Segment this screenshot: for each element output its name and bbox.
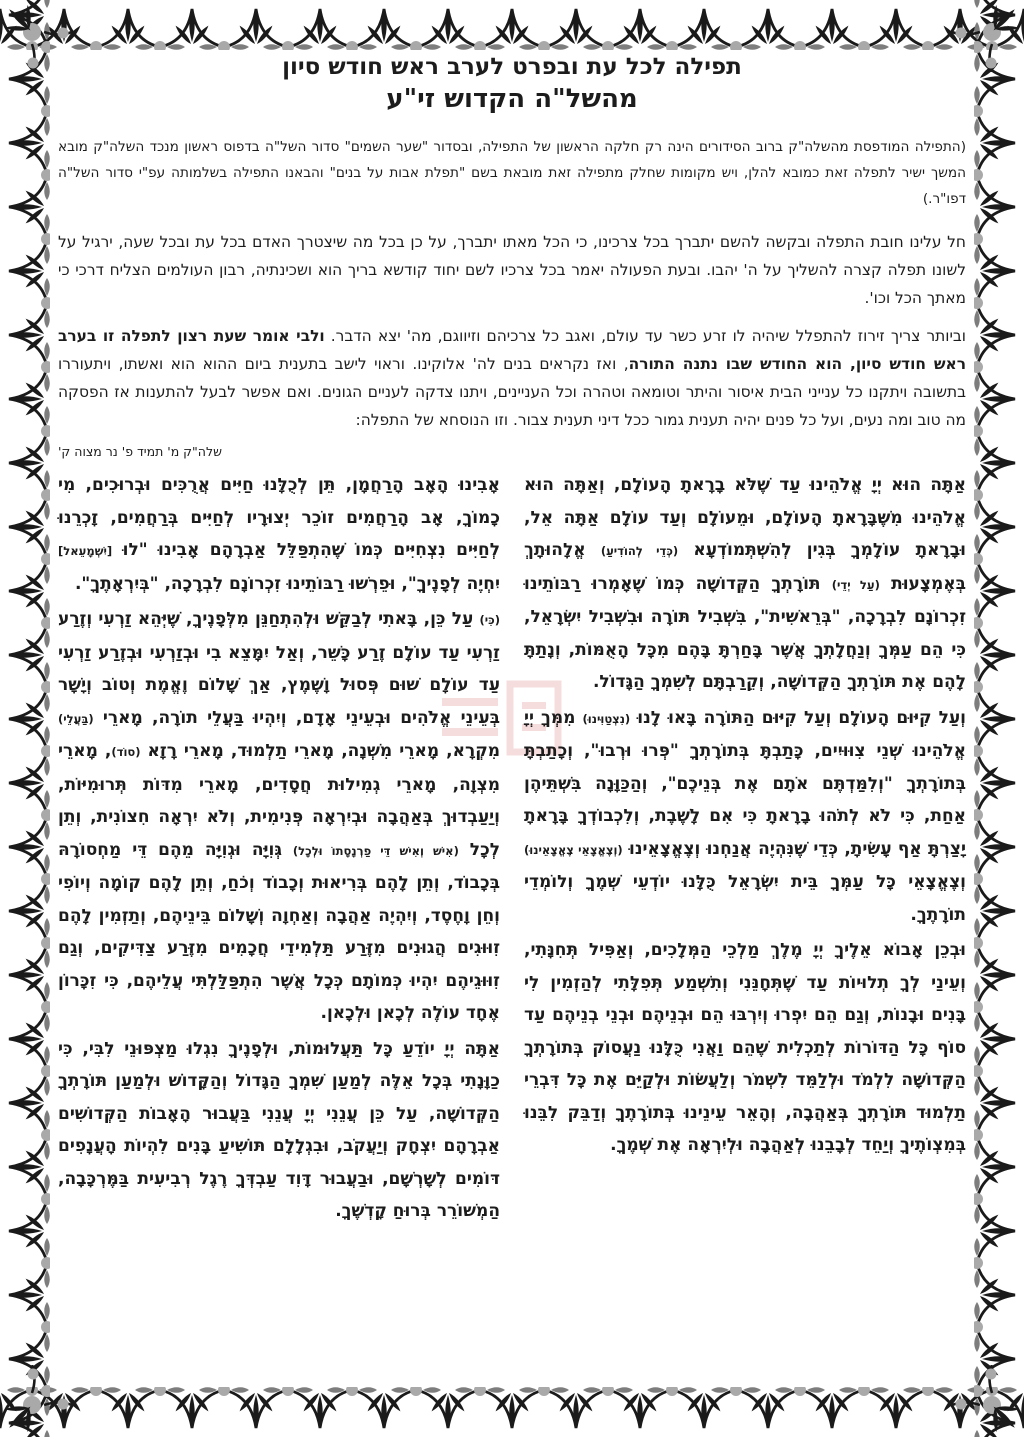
fleur-de-lis-arch-icon	[4, 495, 50, 559]
text-run: מִקְרָא, מָארֵי מִשְׁנָה, מָארֵי תַלְמוּד, מָארֵי רָזָא	[140, 741, 501, 761]
fleur-de-lis-arch-icon	[4, 239, 50, 303]
fleur-de-lis-arch-icon	[4, 303, 50, 367]
source-citation: שלה"ק מ' תמיד פ' נר מצוה ק'	[58, 444, 222, 459]
inline-gloss: (וְצֶאֱצָאֵי צֶאֱצָאֵינוּ)	[524, 842, 623, 857]
prayer-column-right	[524, 469, 966, 1165]
fleur-de-lis-arch-icon	[974, 47, 1020, 111]
fleur-de-lis-arch-icon	[4, 751, 50, 815]
fleur-de-lis-arch-icon	[32, 1387, 96, 1433]
border-corner-icon	[2, 1365, 72, 1435]
fleur-de-lis-arch-icon	[4, 431, 50, 495]
fleur-de-lis-arch-icon	[4, 559, 50, 623]
fleur-de-lis-arch-icon	[4, 367, 50, 431]
fleur-de-lis-arch-icon	[0, 1387, 32, 1433]
fleur-de-lis-arch-icon	[608, 1387, 672, 1433]
fleur-de-lis-arch-icon	[974, 0, 1020, 47]
fleur-de-lis-arch-icon	[974, 1071, 1020, 1135]
fleur-de-lis-arch-icon	[416, 4, 480, 50]
text-run: וּבְכֵן אָבוֹא אֵלֶיךָ יְיָ מֶלֶךְ מַלְכֵי הַמְּלָכִים, וְאַפִּיל תְּחִנָּתִי, וְעֵינַי לְךָ תְלוּיוֹת עַד שֶׁתְּחָנֵּנִי וְתִשְׁמַע תְּפִלָּתִי לְהַזְמִין לִי בָּנִים וּבָנוֹת, וְגַם הֵם יִפְרוּ וְיִרְבּוּ הֵם וּבְנֵיהֶם וּבְנֵי בְנֵיהֶם עַד סוֹף כָּל הַדּוֹרוֹת לְתַכְלִית שֶׁהֵם וַאֲנִי כֻּלָּנוּ נַעֲסוֹק בְּתוֹרָתְךָ הַקְּדוֹשָׁה לִלְמֹד וּלְלַמֵּד לִשְׁמֹר וְלַעֲשׂוֹת וּלְקַיֵּם אֶת כָּל דִּבְרֵי תַלְמוּד תּוֹרָתְךָ בְּאַהֲבָה, וְהָאֵר עֵינֵינוּ בְּתוֹרָתֶךָ וְדַבֵּק לִבֵּנוּ בְּמִצְוֹתֶיךָ וְיַחֵד לְבָבֵנוּ לְאַהֲבָה וּלְיִרְאָה אֶת שְׁמֶךָ.	[524, 940, 966, 1155]
inline-gloss: (כְּדֵי לְהוֹדִיעַ)	[600, 544, 679, 558]
ornamental-border-right	[974, 0, 1020, 1437]
text-run: יִחְיֶה לְפָנֶיךָ", וּפֵרְשׁוּ רַבּוֹתֵינוּ זִכְרוֹנָם לִבְרָכָה, "בְּיִרְאָתֶךָ".	[74, 573, 500, 594]
text-run: אַתָּה הוּא יְיָ אֱלֹהֵינוּ עַד שֶׁלֹּא בָרָאתָ הָעוֹלָם, וְאַתָּה הוּא אֱלֹהֵינוּ מִשֶּׁבָּרָאתָ הָעוֹלָם, וּמֵעוֹלָם וְעַד עוֹלָם אַתָּה אֵל, וּבָרָאתָ עוֹלָמְךָ בְּגִין לְהִשְׁתְּמוֹדְעָא	[524, 475, 966, 560]
fleur-de-lis-arch-icon	[974, 879, 1020, 943]
fleur-de-lis-arch-icon	[4, 1135, 50, 1199]
fleur-de-lis-arch-icon	[608, 4, 672, 50]
text-run: , ואז נקראים בנים לה' אלוקינו. וראוי לישב בתענית ביום ההוא הוא ואשתו, ויתעוררו בתשובה ויתקנו כל ענייני הבית איסור והיתר וטומאה וטהרה וכל העניינים, ויתנו צדקה לעניים הגונים. ואם אפשר לבעל להתענות אז הפסקה מה טוב ומה נעים, ועל כל פנים יהיה תענית גמור ככל דיני תענית צבור. וזו הנוסחא של התפלה:	[58, 355, 966, 429]
text-run: גְּוִיָּה וּגְוִיָּה מֵהֶם דֵּי מַחְסוֹרָהּ בְּכָבוֹד, וְתֵן לָהֶם בְּרִיאוּת וְכָבוֹד וְכֹחַ, וְתֵן לָהֶם קוֹמָה וְיוֹפִי וְחֵן וָחֶסֶד, וְיִהְיֶה אַהֲבָה וְאַחְוָה וְשָׁלוֹם בֵּינֵיהֶם, וְתַזְמִין לָהֶם זִוּוּגִים הֲגוּנִים מִזֶּרַע תַּלְמִידֵי חֲכָמִים מִזֶּרַע צַדִּיקִים, וְגַם זִוּוּגֵיהֶם יִהְיוּ כְּמוֹתָם כְּכָל אֲשֶׁר הִתְפַּלַּלְתִּי עֲלֵיהֶם, כִּי זִכָּרוֹן אֶחָד עוֹלֶה לְכָאן וּלְכָאן.	[58, 839, 500, 1023]
fleur-de-lis-arch-icon	[352, 1387, 416, 1433]
fleur-de-lis-arch-icon	[864, 4, 928, 50]
text-run: וְעַל קִיּוּם הָעוֹלָם וְעַל קִיּוּם הַתּוֹרָה בָּאוּ לָנוּ	[630, 707, 966, 728]
page-title: תפילה לכל עת ובפרט לערב ראש חודש סיון	[282, 54, 742, 80]
prayer-paragraph	[58, 603, 500, 1030]
fleur-de-lis-arch-icon	[974, 751, 1020, 815]
fleur-de-lis-arch-icon	[4, 1071, 50, 1135]
fleur-de-lis-arch-icon	[4, 175, 50, 239]
prayer-paragraph	[58, 469, 500, 600]
fleur-de-lis-arch-icon	[4, 687, 50, 751]
fleur-de-lis-arch-icon	[672, 1387, 736, 1433]
ornamental-border-bottom	[0, 1387, 1024, 1433]
emphasized-text: ולבי אומר שעת רצון לתפלה זו בערב ראש חודש סיון, הוא החודש שבו נתנה התורה	[58, 327, 966, 373]
fleur-de-lis-arch-icon	[800, 4, 864, 50]
inline-gloss: (סוֹד)	[111, 745, 141, 759]
text-run: מִמְּךָ יְיָ אֱלֹהֵינוּ שְׁנֵי צִוּוּיִים, כָּתַבְתָּ בְּתוֹרָתְךָ "פְּרוּ וּרְבוּ", וְכָתַבְתָּ בְּתוֹרָתְךָ "וְלִמַּדְתֶּם אֹתָם אֶת בְּנֵיכֶם", וְהַכַּוָּנָה בִּשְׁתֵּיהֶן אַחַת, כִּי לֹא לְתֹהוּ בָרָאתָ כִּי אִם לָשֶׁבֶת, וְלִכְבוֹדְךָ בָּרָאתָ יָצַרְתָּ אַף עָשִׂיתָ, כְּדֵי שֶׁנִּהְיֶה אֲנַחְנוּ וְצֶאֱצָאֵינוּ	[524, 707, 966, 859]
fleur-de-lis-arch-icon	[4, 623, 50, 687]
inline-gloss: (נִצְטַוִּינוּ)	[582, 711, 631, 726]
text-run: אַתָּה יְיָ יוֹדֵעַ כָּל תַּעֲלוּמוֹת, וּלְפָנֶיךָ נִגְלוּ מַצְפּוּנֵי לִבִּי, כִּי כַוָּנָתִי בְּכָל אֵלֶּה לְמַעַן שִׁמְךָ הַגָּדוֹל וְהַקָּדוֹשׁ וּלְמַעַן תּוֹרָתְךָ הַקְּדוֹשָׁה, עַל כֵּן עֲנֵנִי יְיָ עֲנֵנִי בַּעֲבוּר הָאָבוֹת הַקְּדוֹשִׁים אַבְרָהָם יִצְחָק וְיַעֲקֹב, וּבִגְלָלָם תּוֹשִׁיעַ בָּנִים לִהְיוֹת הָעֲנָפִים דּוֹמִים לְשָׁרְשָׁם, וּבַעֲבוּר דָּוִד עַבְדְּךָ רֶגֶל רְבִיעִית בַּמֶּרְכָּבָה, הַמְשׁוֹרֵר בְּרוּחַ קָדְשֶׁךָ.	[58, 1038, 500, 1221]
ornamental-border-top	[0, 4, 1024, 50]
prayer-paragraph	[524, 934, 966, 1162]
fleur-de-lis-arch-icon	[4, 1391, 50, 1437]
fleur-de-lis-arch-icon	[416, 1387, 480, 1433]
fleur-de-lis-arch-icon	[992, 4, 1024, 50]
fleur-de-lis-arch-icon	[224, 4, 288, 50]
border-corner-icon	[952, 1365, 1022, 1435]
fleur-de-lis-arch-icon	[544, 1387, 608, 1433]
fleur-de-lis-arch-icon	[974, 367, 1020, 431]
fleur-de-lis-arch-icon	[864, 1387, 928, 1433]
fleur-de-lis-arch-icon	[0, 4, 32, 50]
text-run: אֱלָהוּתָךְ בְּאֶמְצָעוּת	[524, 540, 966, 594]
fleur-de-lis-arch-icon	[544, 4, 608, 50]
prayer-paragraph	[58, 1033, 500, 1228]
fleur-de-lis-arch-icon	[974, 431, 1020, 495]
fleur-de-lis-arch-icon	[4, 1007, 50, 1071]
fleur-de-lis-arch-icon	[974, 1199, 1020, 1263]
fleur-de-lis-arch-icon	[160, 4, 224, 50]
prayer-column-left	[58, 469, 500, 1231]
ornamental-border-left	[4, 0, 50, 1437]
fleur-de-lis-arch-icon	[96, 4, 160, 50]
fleur-de-lis-arch-icon	[4, 1327, 50, 1391]
fleur-de-lis-arch-icon	[736, 1387, 800, 1433]
intro-paragraph-2	[58, 322, 966, 434]
fleur-de-lis-arch-icon	[974, 175, 1020, 239]
text-run: , מָארֵי מִצְוָה, מָארֵי גְמִילוּת חֲסָדִים, מָארֵי מִדּוֹת תְּרוּמִיּוֹת, וְיַעַבְדוּךְ בְּאַהֲבָה וּבְיִרְאָה פְּנִימִית, וְלֹא יִרְאָה חִצוֹנִית, וְתֵן לְכָל	[58, 741, 500, 860]
fleur-de-lis-arch-icon	[974, 623, 1020, 687]
fleur-de-lis-arch-icon	[736, 4, 800, 50]
fleur-de-lis-arch-icon	[32, 4, 96, 50]
page-subtitle: מהשל"ה הקדוש זי"ע	[386, 84, 638, 114]
fleur-de-lis-arch-icon	[928, 4, 992, 50]
fleur-de-lis-arch-icon	[672, 4, 736, 50]
fleur-de-lis-arch-icon	[160, 1387, 224, 1433]
fleur-de-lis-arch-icon	[4, 0, 50, 47]
fleur-de-lis-arch-icon	[974, 111, 1020, 175]
fleur-de-lis-arch-icon	[974, 1327, 1020, 1391]
text-run: עַל כֵּן, בָּאתִי לְבַקֵּשׁ וּלְהִתְחַנֵּן מִלְּפָנֶיךָ, שֶׁיְּהֵא זַרְעִי וְזֶרַע זַרְעִי עַד עוֹלָם זֶרַע כָּשֵׁר, וְאַל יִמָּצֵא בִי וּבְזַרְעִי וּבְזֶרַע זַרְעִי עַד עוֹלָם שׁוּם פְּסוּל וָשֶׁמֶץ, אַךְ שָׁלוֹם וֶאֱמֶת וְטוֹב וְיָשָׁר בְּעֵינֵי אֱלֹהִים וּבְעֵינֵי אָדָם, וְיִהְיוּ בַּעֲלֵי תוֹרָה, מָארֵי	[58, 609, 500, 728]
fleur-de-lis-arch-icon	[974, 1391, 1020, 1437]
fleur-de-lis-arch-icon	[4, 815, 50, 879]
fleur-de-lis-arch-icon	[928, 1387, 992, 1433]
fleur-de-lis-arch-icon	[4, 1199, 50, 1263]
fleur-de-lis-arch-icon	[974, 303, 1020, 367]
page-content	[58, 54, 966, 1231]
fleur-de-lis-arch-icon	[974, 687, 1020, 751]
inline-gloss: (עַל יְדֵי)	[831, 577, 880, 592]
fleur-de-lis-arch-icon	[800, 1387, 864, 1433]
fleur-de-lis-arch-icon	[4, 47, 50, 111]
fleur-de-lis-arch-icon	[974, 815, 1020, 879]
corner-fleur-icon	[952, 1365, 1022, 1435]
fleur-de-lis-arch-icon	[224, 1387, 288, 1433]
text-run: תּוֹרָתְךָ הַקְּדוֹשָׁה כְּמוֹ שֶׁאָמְרוּ רַבּוֹתֵינוּ זִכְרוֹנָם לִבְרָכָה, "בְּרֵאשִׁית", בִּשְׁבִיל תּוֹרָה וּבִשְׁבִיל יִשְׂרָאֵל, כִּי הֵם עַמְּךָ וְנַחֲלָתְךָ אֲשֶׁר בָּחַרְתָּ בָּהֶם מִכָּל הָאֻמּוֹת, וְנָתַתָּ לָהֶם אֶת תּוֹרָתְךָ הַקְּדוֹשָׁה, וְקֵרַבְתָּם לְשִׁמְךָ הַגָּדוֹל.	[524, 573, 966, 692]
fleur-de-lis-arch-icon	[96, 1387, 160, 1433]
inline-gloss: (כִּי)	[479, 613, 500, 627]
text-run: וְצֶאֱצָאֵי כָּל עַמְּךָ בֵּית יִשְׂרָאֵל כֻּלָּנוּ יוֹדְעֵי שְׁמֶךָ וְלוֹמְדֵי תוֹרָתֶךָ.	[524, 872, 966, 925]
fleur-de-lis-arch-icon	[992, 1387, 1024, 1433]
fleur-de-lis-arch-icon	[480, 1387, 544, 1433]
fleur-de-lis-arch-icon	[974, 943, 1020, 1007]
fleur-de-lis-arch-icon	[288, 4, 352, 50]
fleur-de-lis-arch-icon	[974, 1007, 1020, 1071]
prayer-paragraph	[524, 702, 966, 932]
intro-parenthetical-note: (התפילה המודפסת מהשלה"ק ברוב הסידורים הינה רק חלקה הראשון של התפילה, ובסדור "שער השמים" סדור השל"ה בדפוס ראשון מנכד השלה"ק מובא המשך ישיר לתפלה זאת כמובא להלן, ויש מקומות שחלק מתפילה זאת מובאת בשם "תפלת אבות על בנים" והבאנו התפילה בשלמותה עפ"י סדור השל"ה דפו"ר.)	[58, 139, 966, 207]
corner-fleur-icon	[2, 1365, 72, 1435]
fleur-de-lis-arch-icon	[4, 943, 50, 1007]
intro-paragraph-1: חל עלינו חובת התפלה ובקשה להשם יתברך בכל צרכינו, כי הכל מאתו יתברך, על כן בכל מה שיצטרך האדם בכל עת ובכל שעה, ירגיל על לשונו תפלה קצרה להשליך על ה' יהבו. ובעת הפעולה יאמר בכל צרכיו לשם יחוד קודשא בריך הוא ושכינתיה, רבון העולמים הצליח דרכי כי מאתך הכל וכו'.	[58, 233, 966, 307]
fleur-de-lis-arch-icon	[974, 239, 1020, 303]
inline-gloss: (בַּעֲלֵי)	[58, 711, 94, 726]
inline-gloss: [יִשְׁמָעֵאל]	[58, 544, 113, 558]
fleur-de-lis-arch-icon	[974, 1263, 1020, 1327]
fleur-de-lis-arch-icon	[974, 495, 1020, 559]
inline-gloss: (אִישׁ וְאִישׁ דֵּי פַרְנָסָתוֹ וּלְכָל)	[292, 843, 459, 858]
fleur-de-lis-arch-icon	[480, 4, 544, 50]
fleur-de-lis-arch-icon	[4, 1263, 50, 1327]
fleur-de-lis-arch-icon	[352, 4, 416, 50]
fleur-de-lis-arch-icon	[974, 1135, 1020, 1199]
text-run: אָבִינוּ הָאָב הָרַחֲמָן, תֵּן לְכֻלָּנוּ חַיִּים אֲרֻכִּים וּבְרוּכִים, מִי כָמוֹךָ, אָב הָרַחֲמִים זוֹכֵר יְצוּרָיו לְחַיִּים בְּרַחֲמִים, זָכְרֵנוּ לְחַיִּים נִצְחִיִּים כְּמוֹ שֶׁהִתְפַּלֵּל אַבְרָהָם אָבִינוּ "לוּ	[58, 475, 500, 560]
fleur-de-lis-arch-icon	[974, 559, 1020, 623]
fleur-de-lis-arch-icon	[4, 111, 50, 175]
fleur-de-lis-arch-icon	[288, 1387, 352, 1433]
prayer-columns	[58, 469, 966, 1231]
prayer-paragraph	[524, 469, 966, 699]
text-run: וביותר צריך זירוז להתפלל שיהיה לו זרע כשר עד עולם, ואגב כל צרכיהם וזיווגם, מה' יצא הדבר.	[324, 327, 966, 345]
fleur-de-lis-arch-icon	[4, 879, 50, 943]
